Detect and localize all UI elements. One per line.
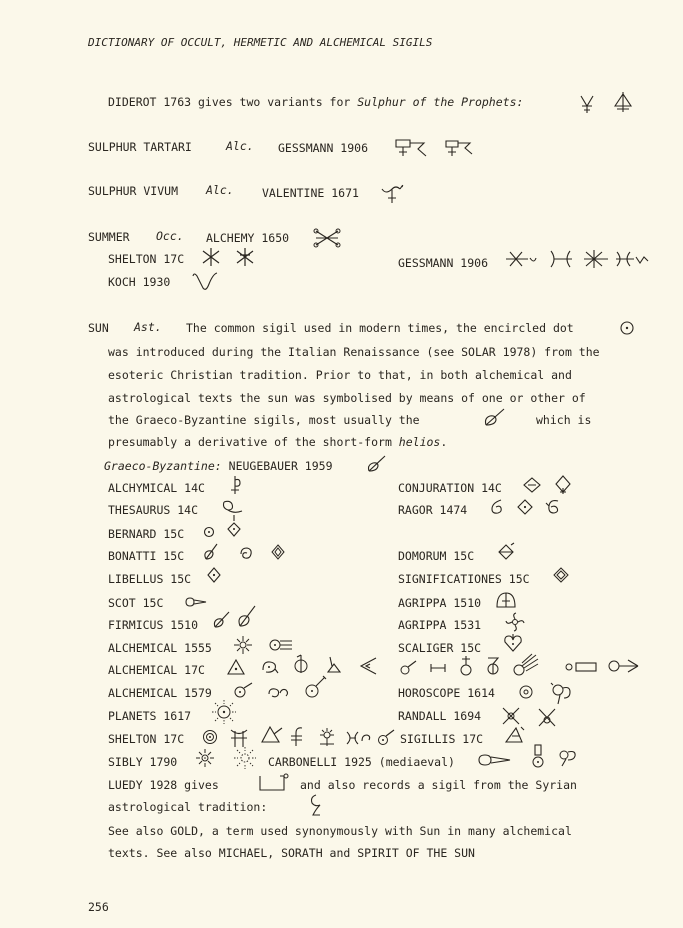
horoscope-1614: HOROSCOPE 1614 [398, 686, 495, 700]
summer-koch: KOCH 1930 [108, 275, 171, 289]
shelton-17c-sigil-7 [376, 727, 396, 747]
sulphur-vivum-name: SULPHUR VIVUM [88, 184, 179, 198]
scot-15c-sigil [184, 596, 208, 608]
alchymical-14c: ALCHYMICAL 14C [108, 481, 205, 495]
helios-word: helios [398, 435, 441, 449]
summer-gessmann: GESSMANN 1906 [398, 256, 489, 270]
bonatti-15c: BONATTI 15C [108, 549, 185, 563]
sulphur-tartari-sigil-2 [444, 138, 474, 158]
alchemical-1579-sigil-1 [232, 680, 254, 700]
scaliger-row-sigil-2 [428, 661, 448, 675]
sulphur-prophets-sigil-2 [612, 90, 634, 114]
alchemical-17c-sigil-4 [324, 654, 344, 676]
alchemical-1579: ALCHEMICAL 1579 [108, 686, 212, 700]
sun-line-5b: which is [536, 413, 592, 427]
summer-source: ALCHEMY 1650 [206, 231, 290, 245]
sulphur-tartari-sigil-1 [394, 136, 428, 158]
alchemical-17c: ALCHEMICAL 17C [108, 663, 205, 677]
scaliger-row-sigil-3 [458, 654, 474, 678]
firmicus-1510-sigil-2 [236, 604, 258, 630]
summer-gessmann-sigil-4 [614, 248, 650, 270]
page-number: 256 [88, 900, 109, 914]
scaliger-row-sigil-1 [398, 658, 418, 676]
sun-line-5a: the Graeco-Byzantine sigils, most usually the [108, 413, 420, 427]
randall-1694-sigil-2 [536, 706, 558, 730]
summer-name: SUMMER [88, 230, 130, 244]
alchemical-17c-sigil-2 [260, 657, 280, 675]
shelton-17c: SHELTON 17C [108, 732, 185, 746]
graeco-byzantine-line [104, 459, 333, 473]
scot-15c: SCOT 15C [108, 596, 164, 610]
sibly-1790: SIBLY 1790 [108, 755, 178, 769]
conjuration-14c-sigil-1 [522, 476, 542, 494]
sun-line-6-end: . [440, 435, 448, 449]
shelton-17c-sigil-4 [288, 725, 306, 749]
ragor-1474-sigil-1 [488, 497, 506, 517]
sulphur-vivum-tag: Alc. [206, 183, 234, 197]
diderot-text: DIDEROT 1763 gives two variants for [108, 95, 358, 109]
sun-line-4: astrological texts the sun was symbolised by means of one or other of [108, 391, 586, 405]
neugebauer-sigil [366, 454, 388, 474]
ragor-1474: RAGOR 1474 [398, 503, 468, 517]
ragor-1474-sigil-3 [544, 497, 562, 517]
thesaurus-14c: THESAURUS 14C [108, 503, 199, 517]
ragor-1474-sigil-2 [516, 498, 534, 516]
domorum-15c: DOMORUM 15C [398, 549, 475, 563]
significationes-15c: SIGNIFICATIONES 15C [398, 572, 530, 586]
neugebauer-source: NEUGEBAUER 1959 [228, 459, 333, 473]
shelton-17c-sigil-5 [316, 726, 338, 748]
scaliger-row-sigil-4 [484, 654, 502, 678]
summer-gessmann-sigil-3 [582, 248, 610, 270]
summer-shelton-sigil-1 [200, 246, 222, 268]
shelton-17c-sigil-3 [260, 724, 284, 746]
sulphur-vivum-sigil [380, 181, 406, 205]
scaliger-row-sigil-7 [606, 656, 640, 674]
see-also-line-2: texts. See also MICHAEL, SORATH and SPIRIT OF THE SUN [108, 846, 475, 860]
bonatti-15c-sigil-3 [270, 543, 286, 561]
conjuration-14c: CONJURATION 14C [398, 481, 502, 495]
carbonelli-1925: CARBONELLI 1925 (mediaeval) [268, 755, 455, 769]
diderot-italic: Sulphur of the Prophets: [357, 95, 524, 109]
horoscope-1614-sigil-2 [548, 680, 574, 706]
summer-tag: Occ. [156, 229, 184, 243]
luedy-text-c: astrological tradition: [108, 800, 268, 814]
shelton-17c-sigil-1 [202, 729, 218, 745]
bonatti-15c-sigil-2 [238, 545, 254, 561]
luedy-text-a: LUEDY 1928 gives [108, 778, 219, 792]
sigillis-17c: SIGILLIS 17C [400, 732, 484, 746]
sun-line-6-text: presumably a derivative of the short-form [108, 435, 399, 449]
planets-1617: PLANETS 1617 [108, 709, 192, 723]
agrippa-1510-sigil [494, 589, 518, 611]
bernard-15c: BERNARD 15C [108, 527, 185, 541]
alchymical-14c-sigil [228, 474, 242, 496]
sibly-1790-sigil-2 [232, 745, 258, 771]
sun-line-1: The common sigil used in modern times, the encircled dot [186, 321, 574, 335]
sulphur-tartari-source: GESSMANN 1906 [278, 141, 369, 155]
alchemical-1579-sigil-3 [304, 674, 328, 700]
conjuration-14c-sigil-2 [554, 474, 572, 496]
sulphur-prophets-sigil-1 [578, 92, 596, 114]
summer-gessmann-sigil-1 [504, 248, 538, 270]
sulphur-vivum-source: VALENTINE 1671 [262, 186, 359, 200]
graeco-byzantine-label: Graeco-Byzantine: [104, 459, 222, 473]
randall-1694: RANDALL 1694 [398, 709, 482, 723]
sun-line-2: was introduced during the Italian Renaissance (see SOLAR 1978) from the [108, 345, 600, 359]
running-title: DICTIONARY OF OCCULT, HERMETIC AND ALCHEMICAL SIGILS [88, 36, 433, 49]
sigillis-17c-sigil [502, 724, 526, 746]
summer-gessmann-sigil-2 [548, 248, 574, 270]
significationes-15c-sigil [552, 566, 570, 584]
agrippa-1531-sigil [504, 611, 526, 633]
sibly-1790-sigil-1 [194, 747, 216, 769]
alchemical-17c-sigil-5 [358, 656, 380, 676]
carbonelli-1925-sigil-2 [530, 743, 546, 771]
firmicus-1510: FIRMICUS 1510 [108, 618, 199, 632]
scaliger-row-sigil-5 [512, 652, 540, 678]
alchemical-1579-sigil-2 [266, 684, 290, 700]
see-also-line-1: See also GOLD, a term used synonymously with Sun in many alchemical [108, 824, 572, 838]
planets-1617-sigil [210, 698, 238, 726]
sulphur-tartari-tag: Alc. [226, 139, 254, 153]
alchemical-17c-sigil-3 [292, 653, 310, 675]
summer-alchemy-sigil [312, 225, 342, 251]
libellus-15c-sigil [206, 566, 222, 584]
sun-line-3: esoteric Christian tradition. Prior to that, in both alchemical and [108, 368, 572, 382]
syrian-sigil [308, 793, 324, 819]
luedy-text-b: and also records a sigil from the Syrian [300, 778, 577, 792]
scaliger-15c-sigil [502, 632, 524, 654]
alchemical-17c-sigil-1 [226, 658, 246, 676]
summer-shelton: SHELTON 17C [108, 252, 185, 266]
libellus-15c: LIBELLUS 15C [108, 572, 192, 586]
scaliger-15c: SCALIGER 15C [398, 641, 482, 655]
bernard-15c-sigil-1 [202, 525, 216, 539]
alchemical-1555-sigil-2 [268, 637, 294, 653]
carbonelli-1925-sigil-3 [556, 746, 578, 768]
carbonelli-1925-sigil-1 [476, 753, 512, 767]
sun-line-6 [108, 435, 447, 449]
encircled-dot-sigil [619, 320, 635, 336]
alchemical-1555-sigil-1 [232, 634, 254, 656]
summer-shelton-sigil-2 [234, 246, 256, 268]
sun-name: SUN [88, 321, 109, 335]
bonatti-15c-sigil-1 [202, 542, 220, 562]
scaliger-row-sigil-6 [564, 661, 598, 673]
graeco-byzantine-sigil [482, 406, 508, 430]
sun-tag: Ast. [134, 320, 162, 334]
domorum-15c-sigil [496, 542, 516, 562]
shelton-17c-sigil-6 [344, 729, 372, 747]
alchemical-1555: ALCHEMICAL 1555 [108, 641, 212, 655]
diderot-entry [108, 95, 523, 109]
bernard-15c-sigil-2 [226, 513, 242, 539]
sulphur-tartari-name: SULPHUR TARTARI [88, 140, 192, 154]
agrippa-1531: AGRIPPA 1531 [398, 618, 482, 632]
horoscope-1614-sigil-1 [518, 684, 534, 700]
firmicus-1510-sigil-1 [212, 610, 232, 630]
luedy-sigil [256, 772, 290, 794]
agrippa-1510: AGRIPPA 1510 [398, 596, 482, 610]
summer-koch-sigil [190, 270, 220, 294]
